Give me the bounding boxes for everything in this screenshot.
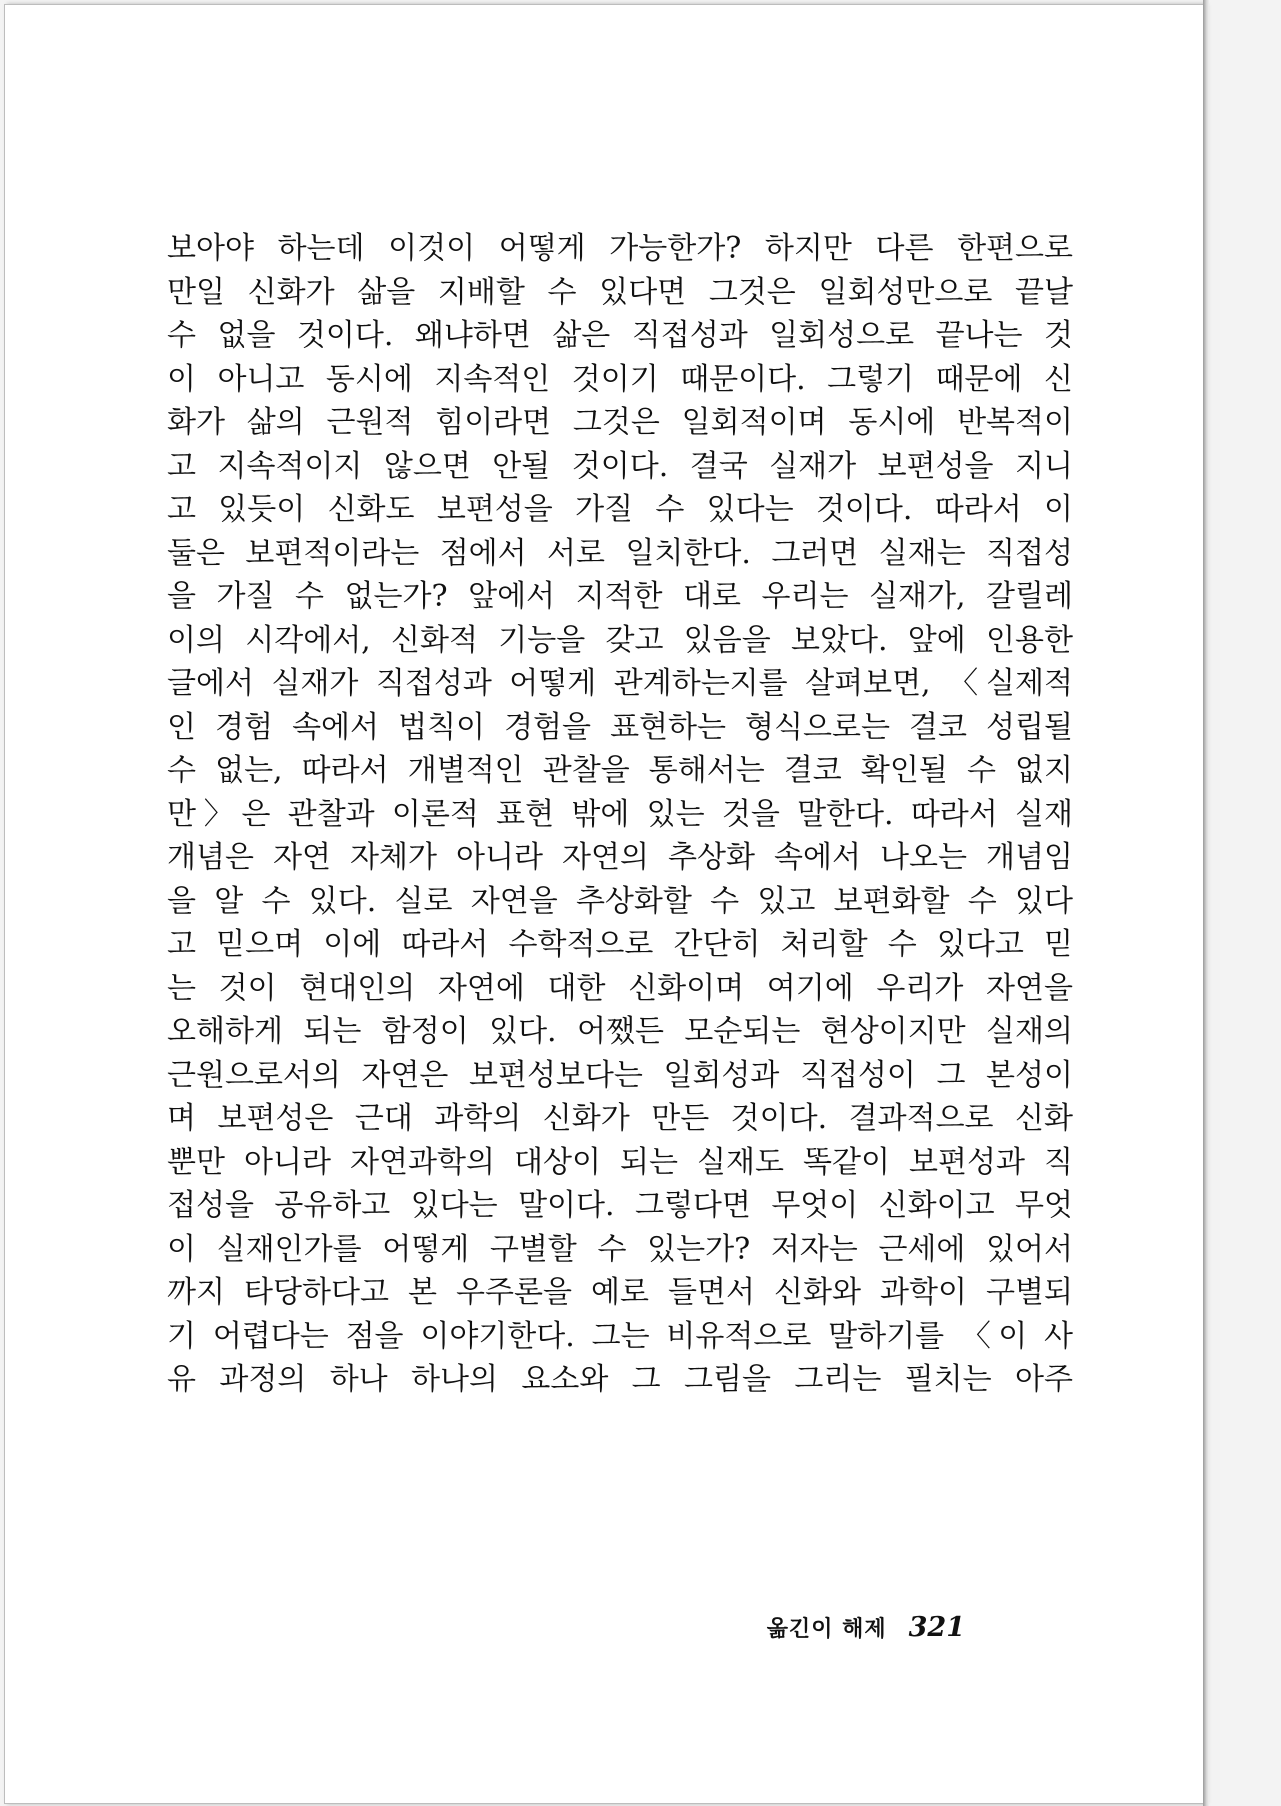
text-line: 며 보편성은 근대 과학의 신화가 만든 것이다. 결과적으로 신화: [167, 1101, 1073, 1136]
text-line: 이 실재인가를 어떻게 구별할 수 있는가? 저자는 근세에 있어서: [167, 1231, 1073, 1267]
page-footer: [767, 1612, 965, 1643]
text-line: 개념은 자연 자체가 아니라 자연의 추상화 속에서 나오는 개념임: [167, 840, 1073, 875]
text-line: 접성을 공유하고 있다는 말이다. 그렇다면 무엇이 신화이고 무엇: [167, 1188, 1073, 1223]
text-line: 근원으로서의 자연은 보편성보다는 일회성과 직접성이 그 본성이: [167, 1057, 1073, 1093]
text-line: 고 지속적이지 않으면 안될 것이다. 결국 실재가 보편성을 지니: [167, 448, 1073, 484]
text-line: 만〉은 관찰과 이론적 표현 밖에 있는 것을 말한다. 따라서 실재: [167, 796, 1073, 832]
text-line: 까지 타당하다고 본 우주론을 예로 들면서 신화와 과학이 구별되: [167, 1275, 1073, 1310]
text-line: 오해하게 되는 함정이 있다. 어쨌든 모순되는 현상이지만 실재의: [167, 1014, 1073, 1049]
text-line: 만일 신화가 삶을 지배할 수 있다면 그것은 일회성만으로 끝날: [167, 274, 1073, 310]
book-page: [4, 4, 1204, 1804]
text-line: 보아야 하는데 이것이 어떻게 가능한가? 하지만 다른 한편으로: [167, 231, 1073, 266]
text-line: 뿐만 아니라 자연과학의 대상이 되는 실재도 똑같이 보편성과 직: [167, 1144, 1073, 1180]
text-line: 이 아니고 동시에 지속적인 것이기 때문이다. 그렇기 때문에 신: [167, 361, 1073, 397]
text-line: 기 어렵다는 점을 이야기한다. 그는 비유적으로 말하기를 〈이 사: [167, 1318, 1073, 1354]
text-line: 수 없는, 따라서 개별적인 관찰을 통해서는 결코 확인될 수 없지: [167, 753, 1073, 788]
body-text: [167, 227, 1073, 1402]
text-line: 고 있듯이 신화도 보편성을 가질 수 있다는 것이다. 따라서 이: [167, 492, 1073, 527]
text-line: 인 경험 속에서 법칙이 경험을 표현하는 형식으로는 결코 성립될: [167, 709, 1073, 745]
text-line: 화가 삶의 근원적 힘이라면 그것은 일회적이며 동시에 반복적이: [167, 405, 1073, 440]
text-line: 을 알 수 있다. 실로 자연을 추상화할 수 있고 보편화할 수 있다: [167, 883, 1073, 919]
text-line: 을 가질 수 없는가? 앞에서 지적한 대로 우리는 실재가, 갈릴레: [167, 579, 1073, 614]
text-line: 유 과정의 하나 하나의 요소와 그 그림을 그리는 필치는 아주: [167, 1362, 1073, 1397]
page-number: 321: [908, 1612, 965, 1643]
text-line: 는 것이 현대인의 자연에 대한 신화이며 여기에 우리가 자연을: [167, 970, 1073, 1006]
running-head: 옮긴이 해제: [766, 1617, 887, 1642]
text-line: 고 믿으며 이에 따라서 수학적으로 간단히 처리할 수 있다고 믿: [167, 927, 1073, 962]
text-line: 수 없을 것이다. 왜냐하면 삶은 직접성과 일회성으로 끝나는 것: [167, 318, 1073, 353]
page-edge-shadow: [1203, 0, 1209, 1806]
text-line: 글에서 실재가 직접성과 어떻게 관계하는지를 살펴보면, 〈실제적: [167, 666, 1073, 701]
text-line: 이의 시각에서, 신화적 기능을 갖고 있음을 보았다. 앞에 인용한: [167, 622, 1073, 658]
text-line: 둘은 보편적이라는 점에서 서로 일치한다. 그러면 실재는 직접성: [167, 535, 1073, 571]
